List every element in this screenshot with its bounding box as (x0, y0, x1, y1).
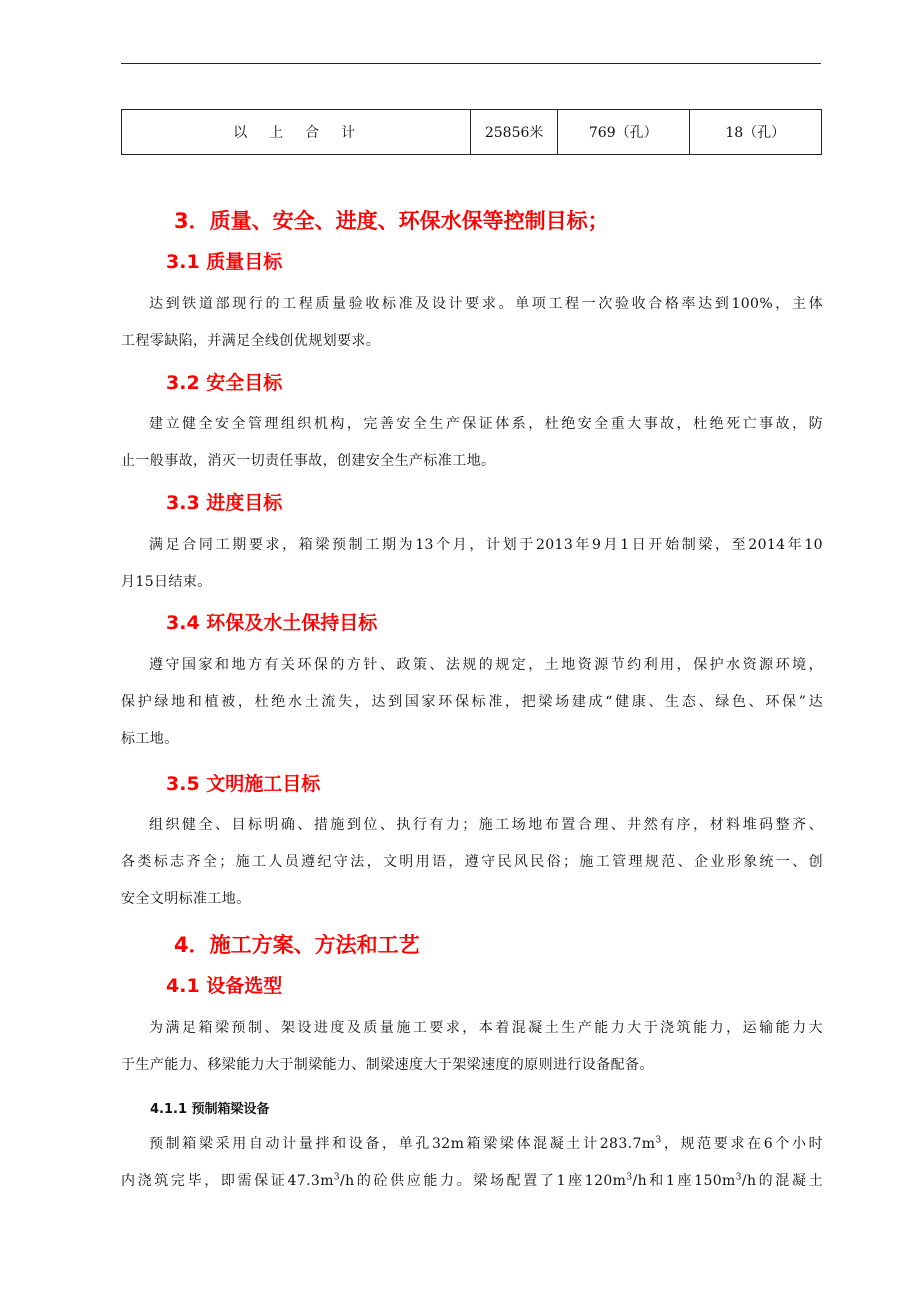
text-segment: /h和1座150m (632, 1173, 736, 1189)
equipment-selection-paragraph (121, 1010, 823, 1084)
subsection-4-1-1-heading: 4.1.1 预制箱梁设备 (150, 1102, 270, 1117)
text-segment: 预制箱梁采用自动计量拌和设备，单孔32m箱梁梁体混凝土计283.7m (149, 1136, 656, 1152)
subsection-4-1-heading: 4.1 设备选型 (166, 975, 283, 997)
table-row (122, 110, 822, 155)
text-line: 达到铁道部现行的工程质量验收标准及设计要求。单项工程一次验收合格率达到100%，主体 (149, 296, 823, 312)
text-line: 建立健全安全管理组织机构，完善安全生产保证体系，杜绝安全重大事故，杜绝死亡事故，防 (149, 416, 823, 432)
subsection-3-1-heading: 3.1 质量目标 (166, 251, 283, 273)
text-segment: ，规范要求在6个小时 (661, 1136, 823, 1152)
subsection-3-5-heading: 3.5 文明施工目标 (166, 773, 321, 795)
text-line: 组织健全、目标明确、措施到位、执行有力；施工场地布置合理、井然有序，材料堆码整齐、 (149, 817, 823, 833)
environment-goal-paragraph (121, 647, 823, 758)
superscript: 3 (655, 1135, 662, 1146)
superscript: 3 (626, 1172, 633, 1183)
text-line: 安全文明标准工地。 (121, 891, 251, 907)
text-line: 遵守国家和地方有关环保的方针、政策、法规的规定，土地资源节约利用，保护水资源环境， (149, 657, 823, 673)
text-segment: /h的混凝土 (741, 1173, 823, 1189)
text-line: 保护绿地和植被，杜绝水土流失，达到国家环保标准，把梁场建成“健康、生态、绿色、环保”达 (121, 694, 823, 710)
text-segment: 内浇筑完毕，即需保证47.3m (121, 1173, 334, 1189)
schedule-goal-paragraph (121, 527, 823, 601)
subsection-3-3-heading: 3.3 进度目标 (166, 492, 283, 514)
text-line: 工程零缺陷，并满足全线创优规划要求。 (121, 333, 381, 349)
section-4-heading: 4．施工方案、方法和工艺 (174, 933, 420, 957)
text-line: 于生产能力、移梁能力大于制梁能力、制梁速度大于架梁速度的原则进行设备配备。 (121, 1057, 654, 1073)
safety-goal-paragraph (121, 406, 823, 480)
total-length-cell: 25856米 (471, 110, 558, 155)
text-line: 止一般事故，消灭一切责任事故，创建安全生产标准工地。 (121, 453, 496, 469)
quality-goal-paragraph (121, 286, 823, 360)
text-line: 为满足箱梁预制、架设进度及质量施工要求，本着混凝土生产能力大于浇筑能力，运输能力大 (149, 1020, 823, 1036)
text-line: 月15日结束。 (121, 574, 212, 590)
subsection-3-4-heading: 3.4 环保及水土保持目标 (166, 612, 378, 634)
superscript: 3 (735, 1172, 742, 1183)
header-rule (121, 63, 821, 64)
box-girder-equipment-paragraph (121, 1126, 823, 1200)
summary-label-cell: 以 上 合 计 (122, 110, 471, 155)
text-line (121, 1126, 823, 1163)
text-line: 各类标志齐全；施工人员遵纪守法，文明用语，遵守民风民俗；施工管理规范、企业形象统一、创 (121, 854, 823, 870)
section-3-heading: 3．质量、安全、进度、环保水保等控制目标； (174, 209, 609, 233)
text-line: 标工地。 (121, 731, 179, 747)
subsection-3-2-heading: 3.2 安全目标 (166, 372, 283, 394)
count-cell-a: 769（孔） (558, 110, 690, 155)
superscript: 3 (333, 1172, 341, 1183)
count-cell-b: 18（孔） (689, 110, 822, 155)
text-line (121, 1163, 823, 1200)
civilized-construction-paragraph (121, 807, 823, 918)
summary-table (121, 109, 822, 155)
text-line: 满足合同工期要求，箱梁预制工期为13个月，计划于2013年9月1日开始制梁，至2014年10 (149, 537, 823, 553)
text-segment: /h的砼供应能力。梁场配置了1座120m (340, 1173, 627, 1189)
